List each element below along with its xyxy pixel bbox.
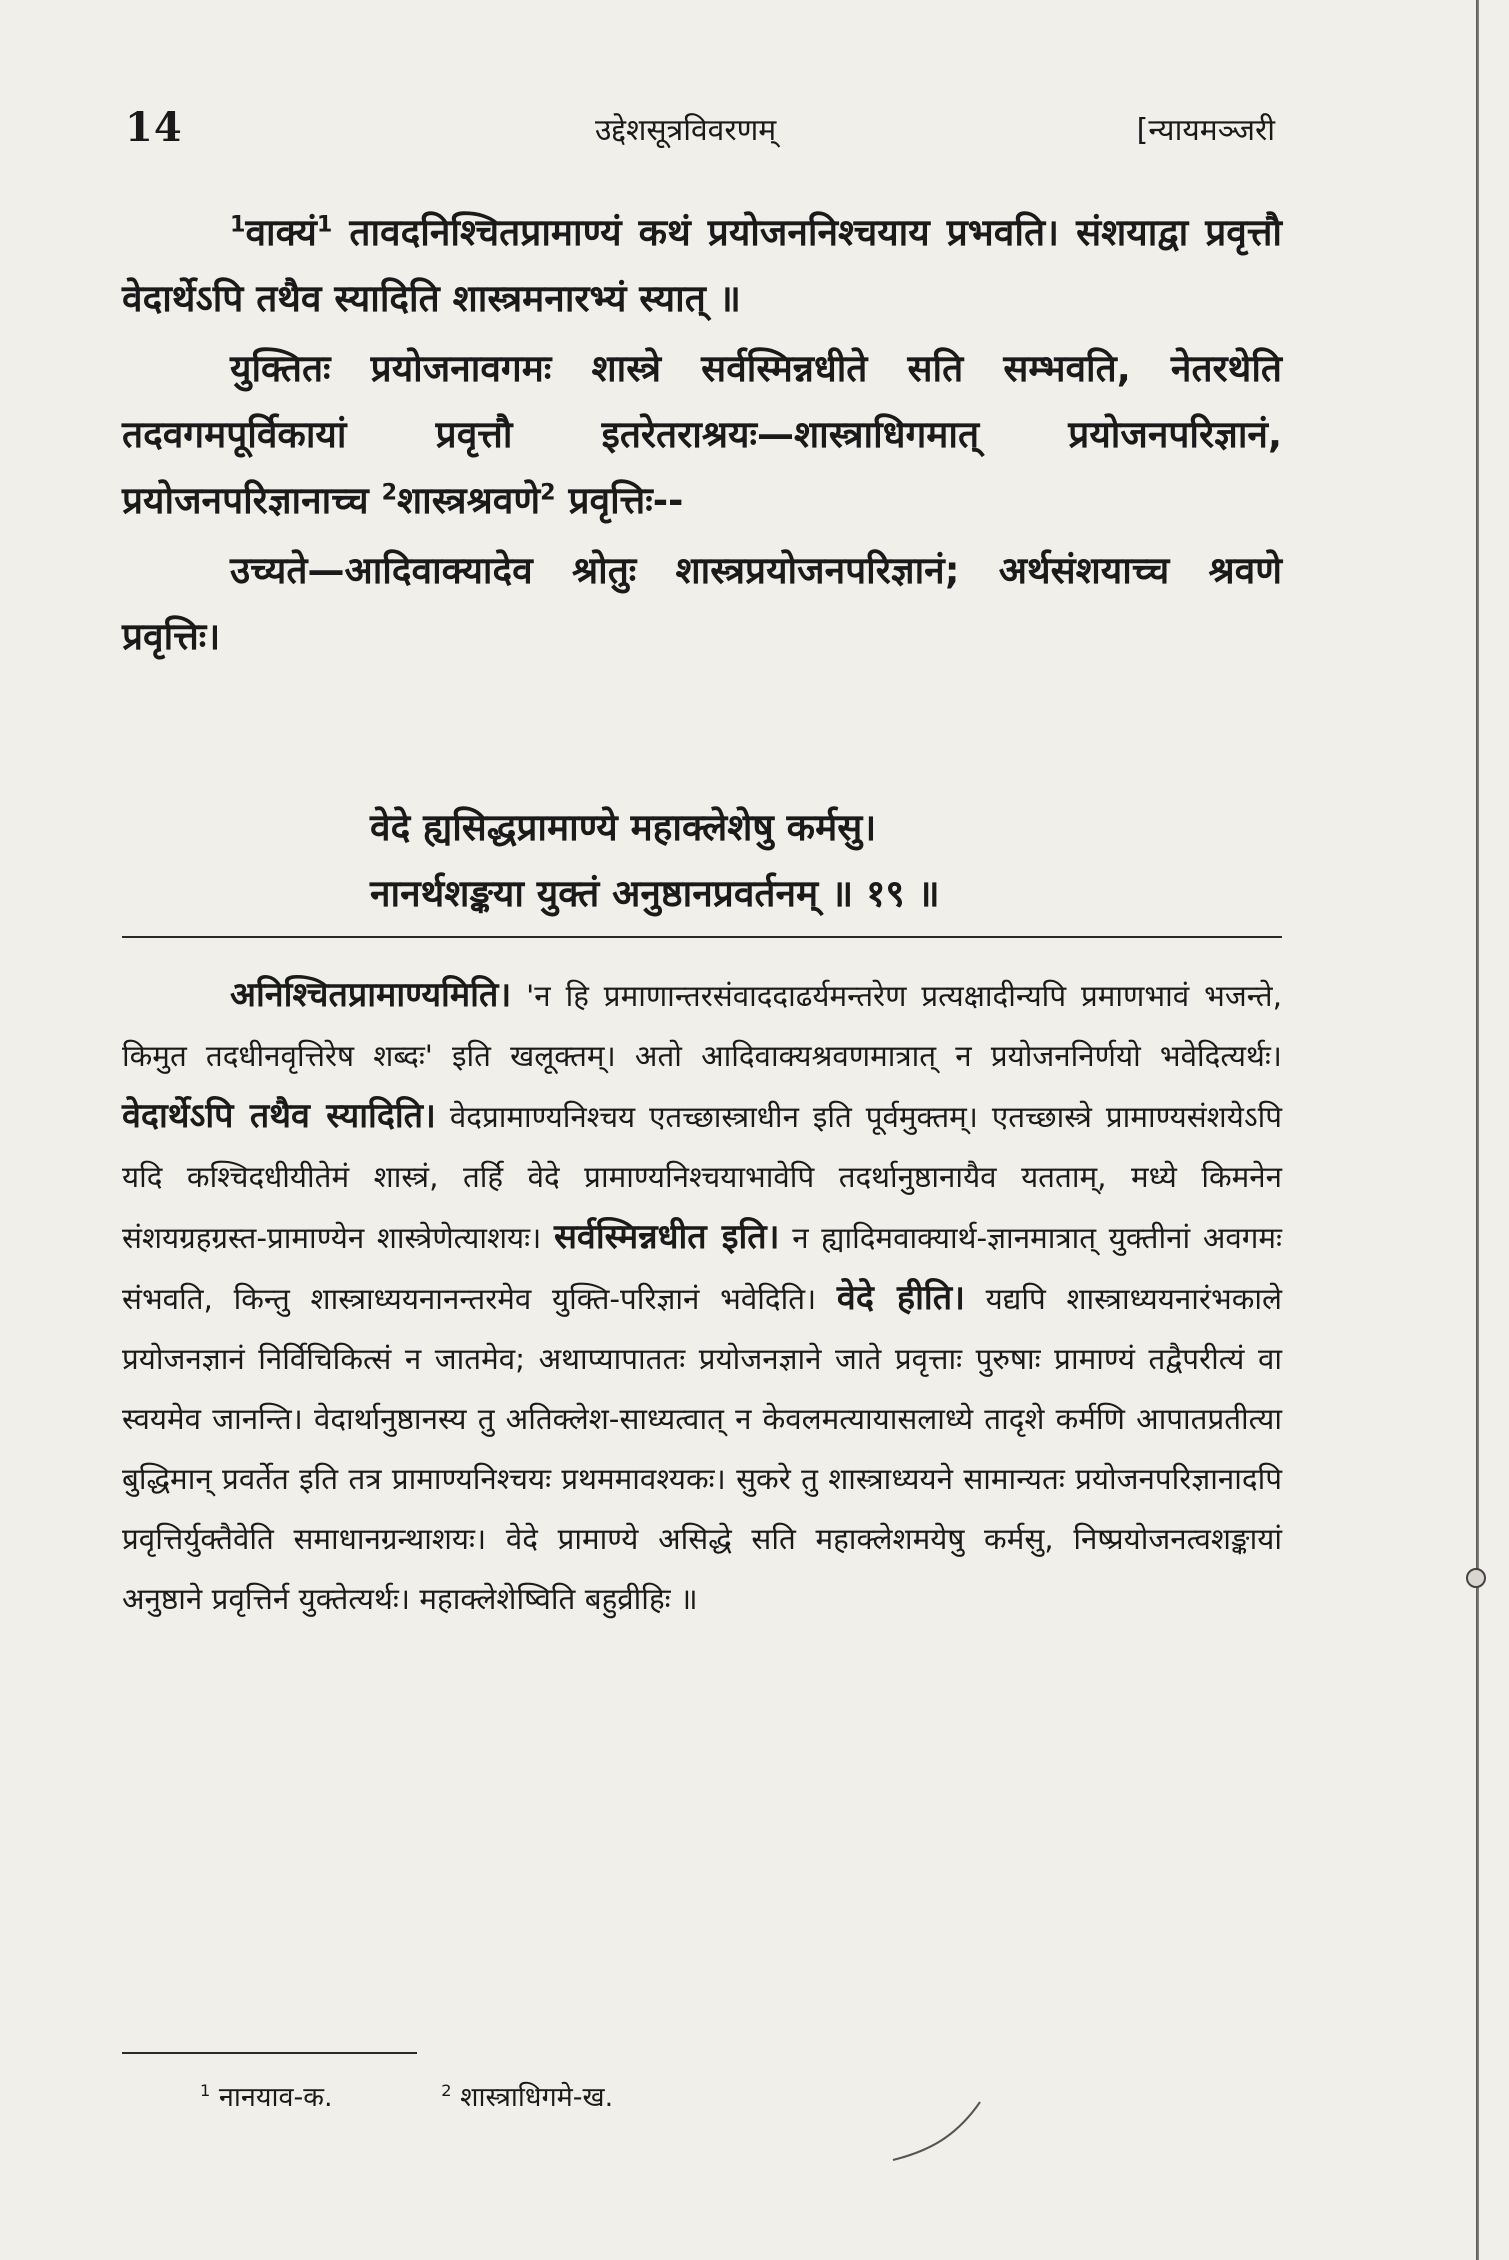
commentary-text: यद्यपि शास्त्राध्ययनारंभकाले प्रयोजनज्ञानं निर्विचिकित्सं न जातमेव; अथाप्यापाततः प्रयोजनज्ञाने जाते प्रवृत्ताः पुरुषाः प्रामाण्यं तद्वैपरीत्यं वा स्वयमेव जानन्ति। वेदार्थानुष्ठानस्य तु अतिक्लेश-साध्यत्वात् न केवलमत्यायासलाध्ये तादृशे कर्मणि आपातप्रतीत्या बुद्धिमान् प्रवर्तेत इति तत्र प्रामाण्यनिश्चयः प्रथममावश्यकः। सुकरे तु शास्त्राध्ययने सामान्यतः प्रयोजनपरिज्ञानादपि प्रवृत्तिर्युक्तैवेति समाधानग्रन्थाशयः। वेदे प्रामाण्ये असिद्धे सति महाक्लेशमयेषु कर्मसु, निष्प्रयोजनत्वशङ्कायां अनुष्ठाने प्रवृत्तिर्न युक्तेत्यर्थः। महाक्लेशेष्विति बहुव्रीहिः ॥ (122, 1282, 1283, 1616)
margin-blot-mark (1466, 1568, 1486, 1588)
footnote-divider (122, 2052, 417, 2054)
verse-block (122, 795, 1282, 927)
main-paragraph-3: उच्यते—आदिवाक्यादेव श्रोतुः शास्त्रप्रयोजनपरिज्ञानं; अर्थसंशयाच्च श्रवणे प्रवृत्तिः। (122, 549, 1282, 658)
footnote-marker: 1 (316, 211, 333, 238)
commentary (122, 965, 1282, 1629)
commentary-headword: वेदार्थेऽपि तथैव स्यादिति। (122, 1096, 436, 1136)
commentary-text: 'न हि प्रमाणान्तरसंवाददाढर्यमन्तरेण प्रत्यक्षादीन्यपि प्रमाणभावं भजन्ते, किमुत तदधीनवृत्तिरेष शब्दः' इति खलूक्तम्। अतो आदिवाक्यश्रवणमात्रात् न प्रयोजननिर्णयो भवेदित्यर्थः। (122, 979, 1282, 1073)
verse-line-2: नानर्थशङ्कया युक्तं अनुष्ठानप्रवर्तनम् ॥ १९ ॥ (370, 872, 940, 915)
page-number: 14 (125, 104, 183, 151)
footnote-marker: 2 (381, 479, 398, 506)
footnote-marker: 2 (540, 479, 556, 506)
page-header (125, 104, 1275, 156)
commentary-paragraph (122, 965, 1282, 1629)
footnote-2: $^2$ शास्त्राधिगमे-ख. (441, 2081, 614, 2113)
binding-edge-line (1476, 0, 1479, 2260)
running-title: उद्देशसूत्रविवरणम् (595, 113, 777, 148)
commentary-headword: वेदे हीति। (836, 1278, 965, 1318)
main-text (122, 200, 1282, 674)
commentary-text: वेदप्रामाण्यनिश्चय एतच्छास्त्राधीन इति पूर्वमुक्तम्। एतच्छास्त्रे प्रामाण्यसंशयेऽपि यदि कश्चिदधीयीतेमं शास्त्रं, तर्हि वेदे प्रामाण्यनिश्चयाभावेपि तदर्थानुष्ठानायैव यतताम्, मध्ये किमनेन संशयग्रहग्रस्त-प्रामाण्येन शास्त्रेणेत्याशयः। (122, 1100, 1283, 1255)
section-divider (122, 936, 1282, 938)
section-title: [न्यायमञ्जरी (1136, 113, 1275, 148)
commentary-text: न ह्यादिमवाक्यार्थ-ज्ञानमात्रात् युक्तीनां अवगमः संभवति, किन्तु शास्त्राध्ययनानन्तरमेव युक्ति-परिज्ञानं भवेदिति। (122, 1221, 1282, 1316)
commentary-headword: सर्वस्मिन्नधीत इति। (553, 1217, 780, 1257)
main-paragraph-2: युक्तितः प्रयोजनावगमः शास्त्रे सर्वस्मिन्नधीते सति सम्भवति, नेतरथेति तदवगमपूर्विकायां प्रवृत्तौ इतरेतराश्रयः—शास्त्राधिगमात् प्रयोजनपरिज्ञानं, प्रयोजनपरिज्ञानाच्च $^2$शास्त्रश्रवणे$^2$ प्रवृत्तिः-- (122, 347, 1282, 522)
commentary-headword: अनिश्चितप्रामाण्यमिति। (230, 975, 512, 1015)
footnote-1: $^1$ नानयाव-क. (200, 2081, 333, 2113)
verse-line-1: वेदे ह्यसिद्धप्रामाण्ये महाक्लेशेषु कर्मसु। (370, 806, 877, 849)
main-paragraph-1: $^1$वाक्यं$^1$ तावदनिश्चितप्रामाण्यं कथं प्रयोजननिश्चयाय प्रभवति। संशयाद्वा प्रवृत्तौ वेदार्थेऽपि तथैव स्यादिति शास्त्रमनारभ्यं स्यात् ॥ (122, 211, 1282, 320)
footnote-marker: 1 (230, 211, 246, 238)
stray-pencil-mark (885, 2090, 1005, 2170)
